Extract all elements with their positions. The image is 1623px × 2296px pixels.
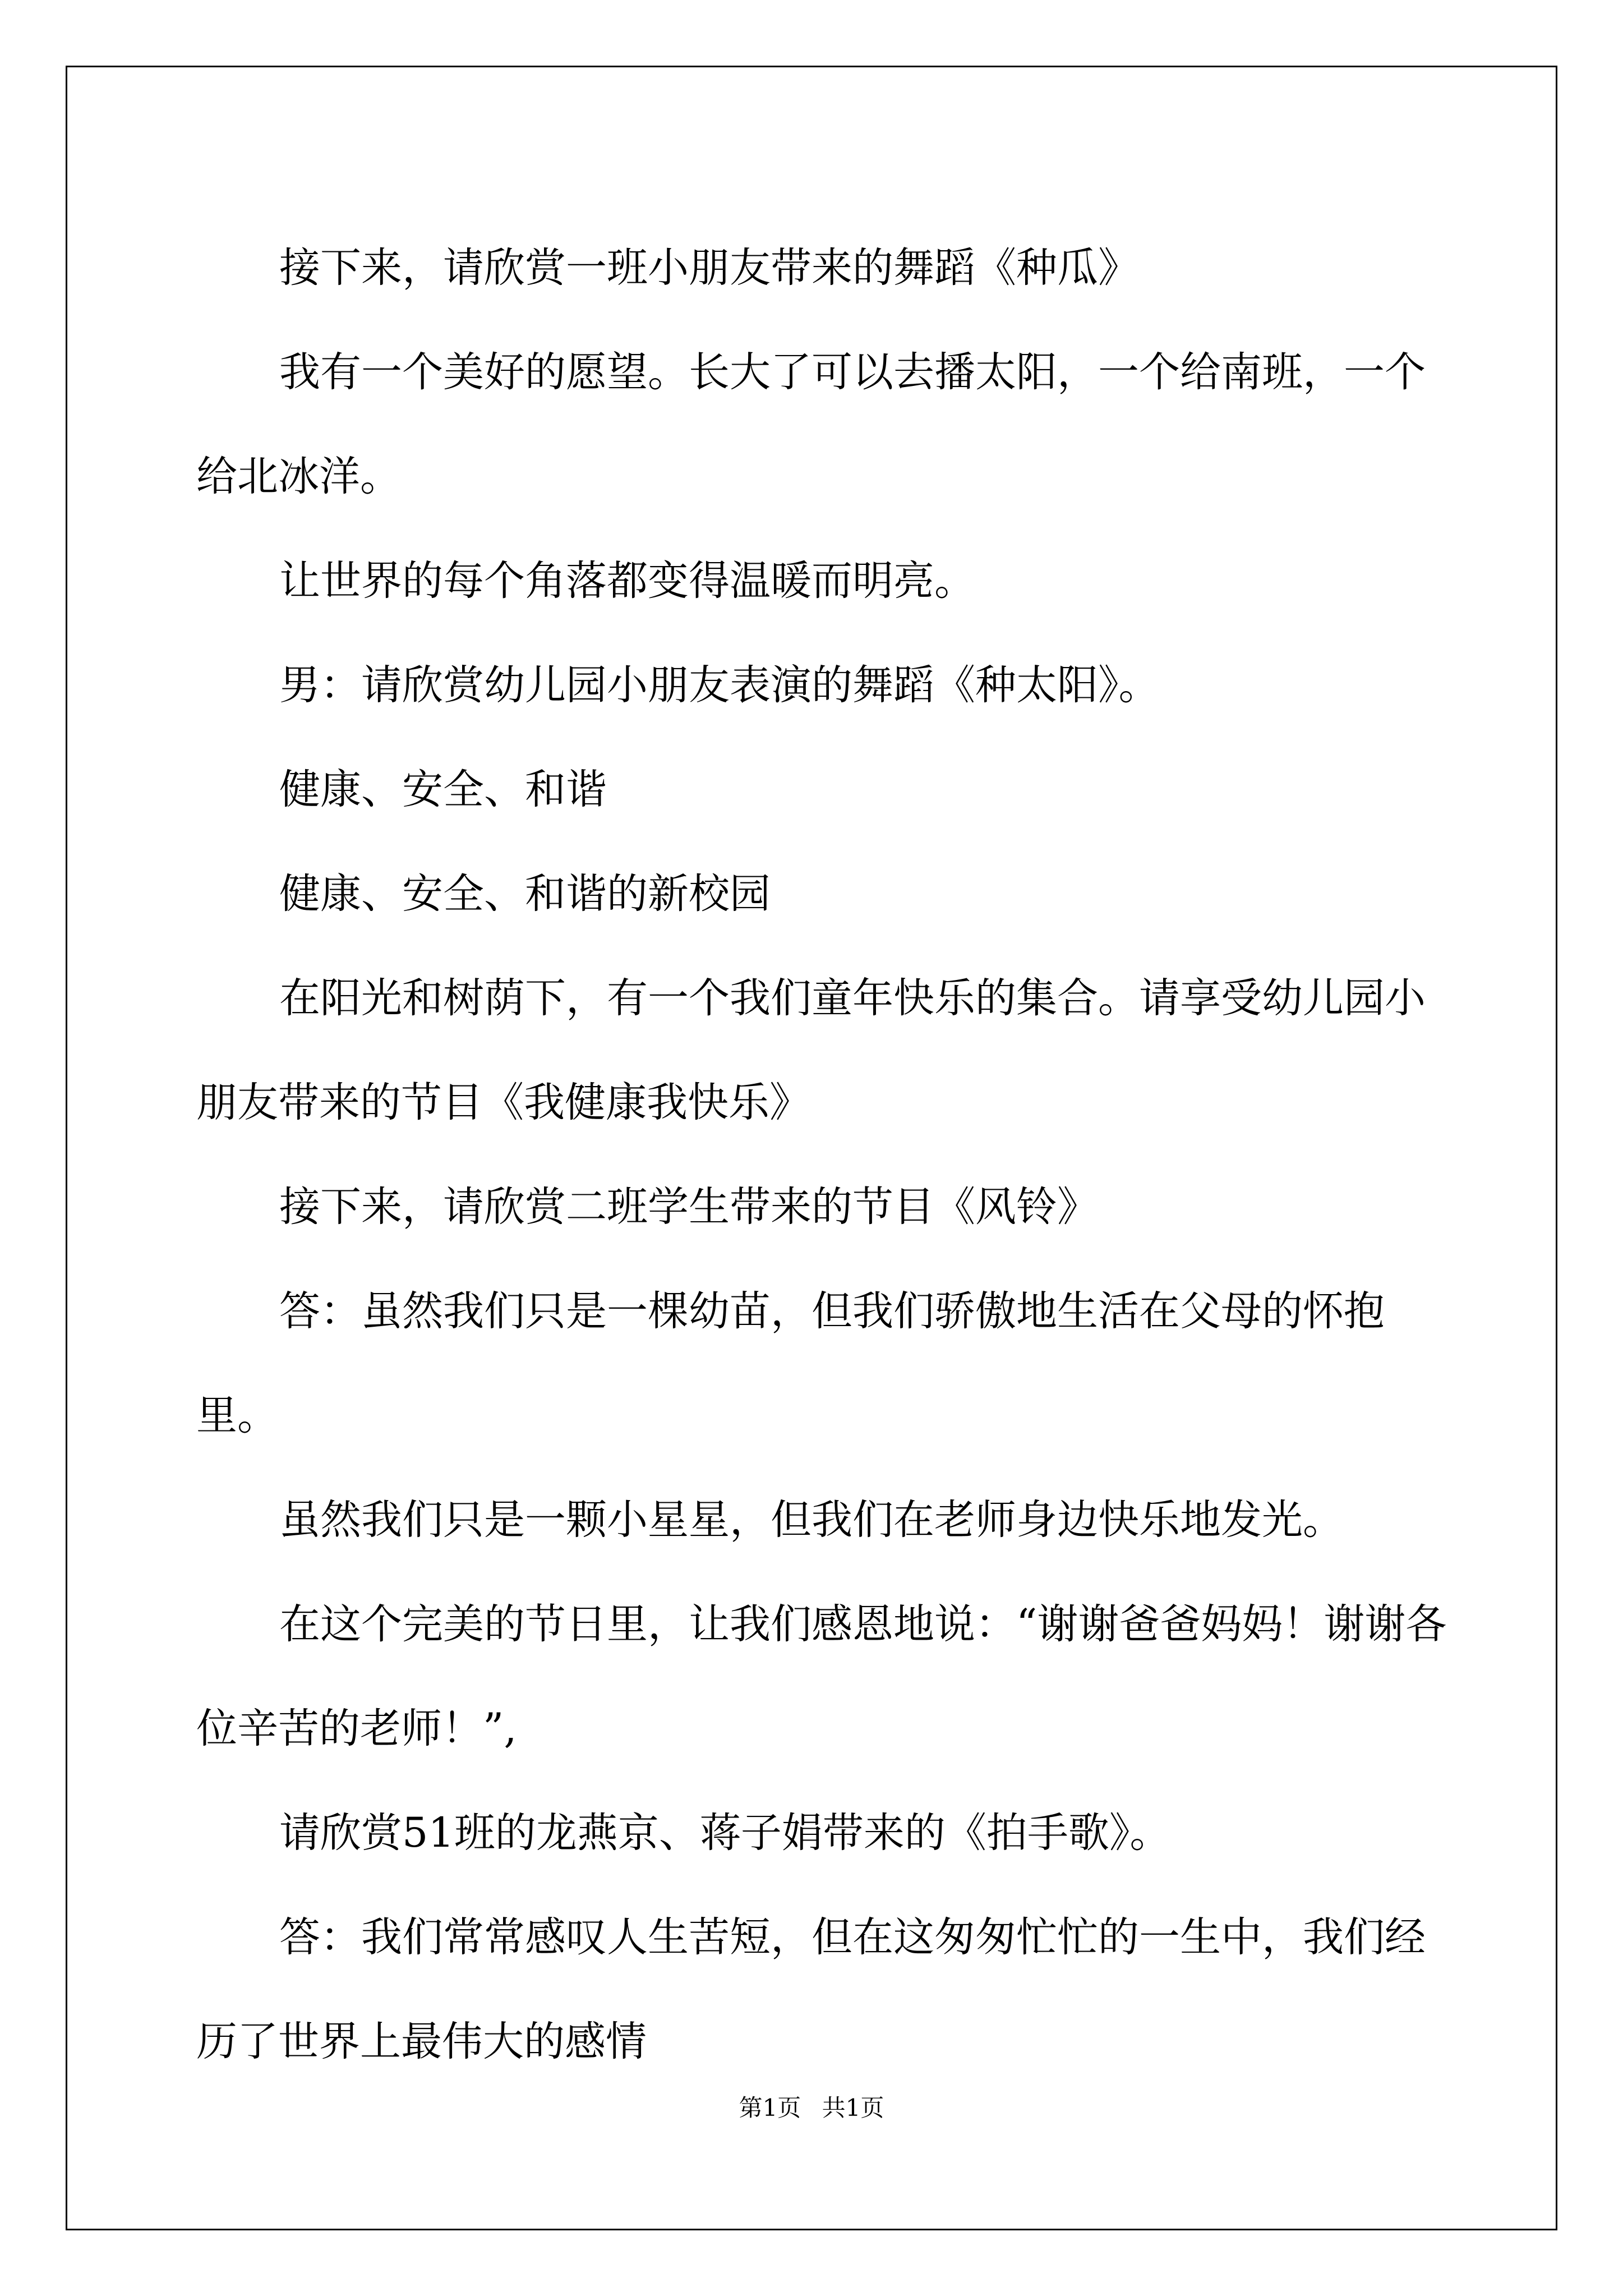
page-footer [0,2091,1623,2125]
paragraph-10: 虽然我们只是一颗小星星，但我们在老师身边快乐地发光。 [279,1496,1344,1544]
page-total: 共1页 [822,2094,884,2122]
paragraph-9: 答：虽然我们只是一棵幼苗，但我们骄傲地生活在父母的怀抱里。 [196,1287,1385,1439]
paragraph-3: 让世界的每个角落都变得温暖而明亮。 [279,557,975,605]
page-number: 第1页 [739,2094,801,2122]
paragraph-11: 在这个完美的节日里，让我们感恩地说：“谢谢爸爸妈妈！谢谢各位辛苦的老师！”, [196,1600,1447,1752]
paragraph-12: 请欣赏51班的龙燕京、蒋子娟带来的《拍手歌》。 [279,1809,1171,1857]
paragraph-5: 健康、安全、和谐 [279,766,607,813]
paragraph-6: 健康、安全、和谐的新校园 [279,870,771,918]
paragraph-2: 我有一个美好的愿望。长大了可以去播太阳，一个给南班，一个给北冰洋。 [196,348,1426,500]
paragraph-13: 答：我们常常感叹人生苦短，但在这匆匆忙忙的一生中，我们经历了世界上最伟大的感情 [196,1913,1426,2065]
paragraph-4: 男：请欣赏幼儿园小朋友表演的舞蹈《种太阳》。 [279,661,1160,709]
paragraph-7: 在阳光和树荫下，有一个我们童年快乐的集合。请享受幼儿园小朋友带来的节目《我健康我快乐》 [196,974,1426,1126]
document-body [196,216,1453,2094]
paragraph-8: 接下来，请欣赏二班学生带来的节目《风铃》 [279,1183,1098,1231]
paragraph-1: 接下来，请欣赏一班小朋友带来的舞蹈《种瓜》 [279,244,1139,292]
